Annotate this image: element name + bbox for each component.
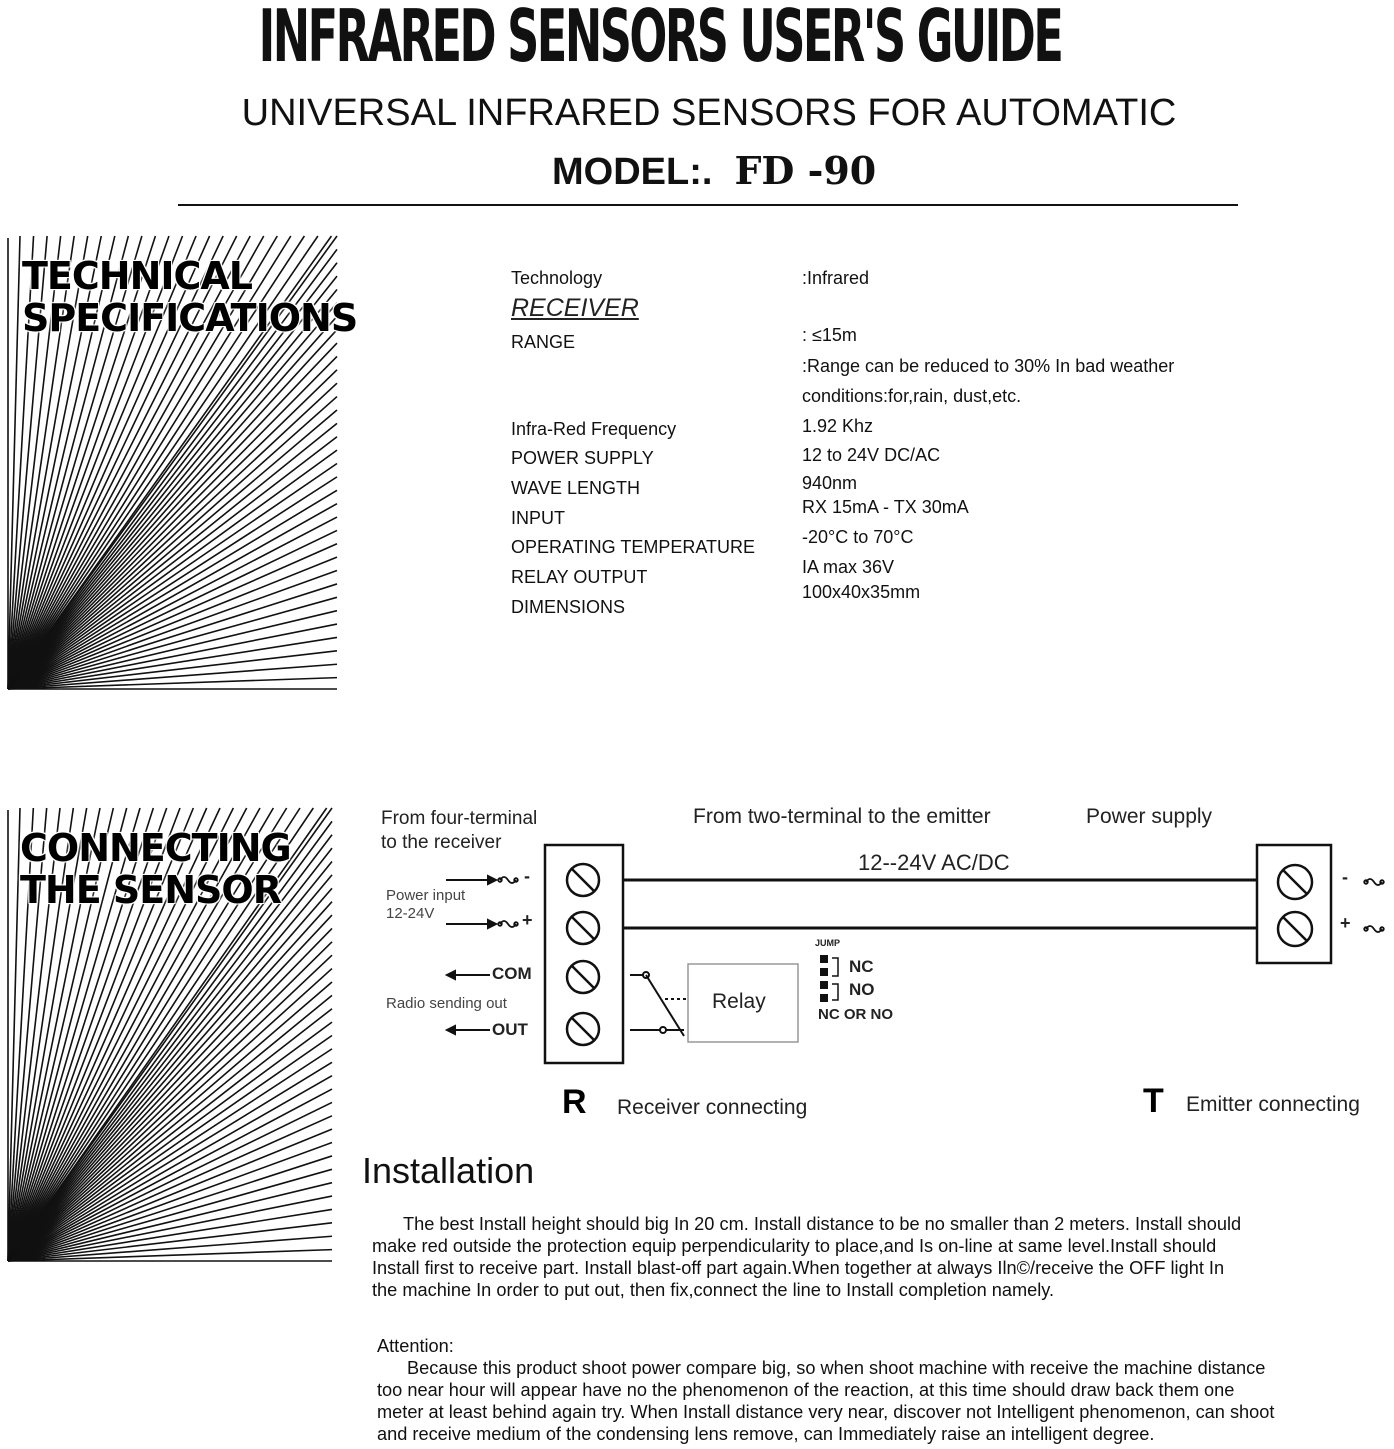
receiver-plus-label: + [522,910,533,930]
paragraph-line: Install first to receive part. Install blast-off part again.When together at always Iln©/receive the OFF light In [372,1258,1225,1278]
paragraph-line: The best Install height should big In 20 cm. Install distance to be no smaller than 2 meters. Install should [403,1214,1242,1234]
spec-technology-value: :Infrared [802,268,870,288]
relay-switch [630,972,688,1036]
power-supply-label: Power supply [1086,805,1213,828]
paragraph-line: too near hour will appear have no the phenomenon of the reaction, at this time should draw back them one [377,1380,1235,1400]
spec-range-label: RANGE [511,332,576,352]
technical-title-line2: SPECIFICATIONS [22,296,358,340]
spec-technology-label: Technology [511,268,603,288]
receiver-minus-label: - [524,866,530,886]
installation-paragraph [372,1213,1372,1301]
jump-label: JUMP [815,938,841,948]
connecting-title-line1: CONNECTING [20,826,291,870]
spec-range-note1: :Range can be reduced to 30% In bad weather [802,356,1175,376]
jumper-icon [820,955,838,1002]
spec-range-value: : ≤15m [802,325,857,345]
from-four-terminal-label: From four-terminal [381,808,538,829]
receiver-letter: R [562,1083,587,1121]
relay-label: Relay [712,990,766,1013]
spec-row-value: IA max 36V [802,557,895,577]
technical-title-line1: TECHNICAL [22,254,253,298]
receiver-terminal-screws [567,864,599,1045]
from-two-terminal-label: From two-terminal to the emitter [693,805,991,828]
attention-label: Attention: [377,1336,454,1356]
spec-row-value: 1.92 Khz [802,416,874,436]
spec-row-label: OPERATING TEMPERATURE [511,537,756,557]
attention-paragraph [377,1335,1387,1445]
no-label: NO [849,980,875,999]
spec-row-value: 940nm [802,473,858,493]
paragraph-line: Because this product shoot power compare big, so when shoot machine with receive the machine distance [407,1358,1266,1378]
spec-row-label: INPUT [511,508,565,528]
power-input-label: Power input [386,887,466,904]
paragraph-line: the machine In order to put out, then fix,connect the line to Install completion namely. [372,1280,1055,1300]
spec-row-value: 12 to 24V DC/AC [802,445,941,465]
emitter-letter: T [1143,1082,1164,1120]
page-title: INFRARED SENSORS USER'S GUIDE [258,0,1062,78]
to-receiver-label: to the receiver [381,832,502,853]
paragraph-line: meter at least behind again try. When Install distance very near, discover not Intelligent phenomenon, can shoot [377,1402,1275,1422]
spec-row-value: RX 15mA - TX 30mA [802,497,969,517]
spec-row-label: POWER SUPPLY [511,448,654,468]
spec-row-value: -20°C to 70°C [802,527,914,547]
power-input-voltage-label: 12-24V [386,905,435,922]
emitter-plus-label: + [1340,913,1351,933]
spec-range-note2: conditions:for,rain, dust,etc. [802,386,1022,406]
model-code: FD -90 [734,148,877,193]
spec-row-label: DIMENSIONS [511,597,626,617]
paragraph-line: make red outside the protection equip perpendicularity to place,and Is on-line at same level.Install should [372,1236,1217,1256]
nc-or-no-label: NC OR NO [818,1006,893,1023]
emitter-connecting-label: Emitter connecting [1186,1093,1360,1116]
page-subtitle: UNIVERSAL INFRARED SENSORS FOR AUTOMATIC [241,92,1177,134]
voltage-label: 12--24V AC/DC [858,850,1010,875]
power-wires [623,880,1257,928]
paragraph-line: and receive medium of the condensing lens remove, can Immediately raise an intelligent degree. [377,1424,1155,1444]
receiver-heading: RECEIVER [511,294,639,322]
com-label: COM [492,964,532,983]
nc-label: NC [849,957,874,976]
installation-title: Installation [362,1150,535,1191]
out-label: OUT [492,1020,528,1039]
receiver-connecting-label: Receiver connecting [617,1096,808,1119]
spec-row-label: RELAY OUTPUT [511,567,648,587]
emitter-minus-label: - [1342,867,1348,887]
model-label: MODEL:. [552,151,713,193]
connecting-title-line2: THE SENSOR [20,868,281,912]
spec-row-label: WAVE LENGTH [511,478,641,498]
spec-row-value: 100x40x35mm [802,582,921,602]
radio-sending-out-label: Radio sending out [386,995,507,1012]
spec-row-label: Infra-Red Frequency [511,419,677,439]
ac-symbol-icons [498,877,1384,932]
emitter-terminal-screws [1278,865,1312,946]
